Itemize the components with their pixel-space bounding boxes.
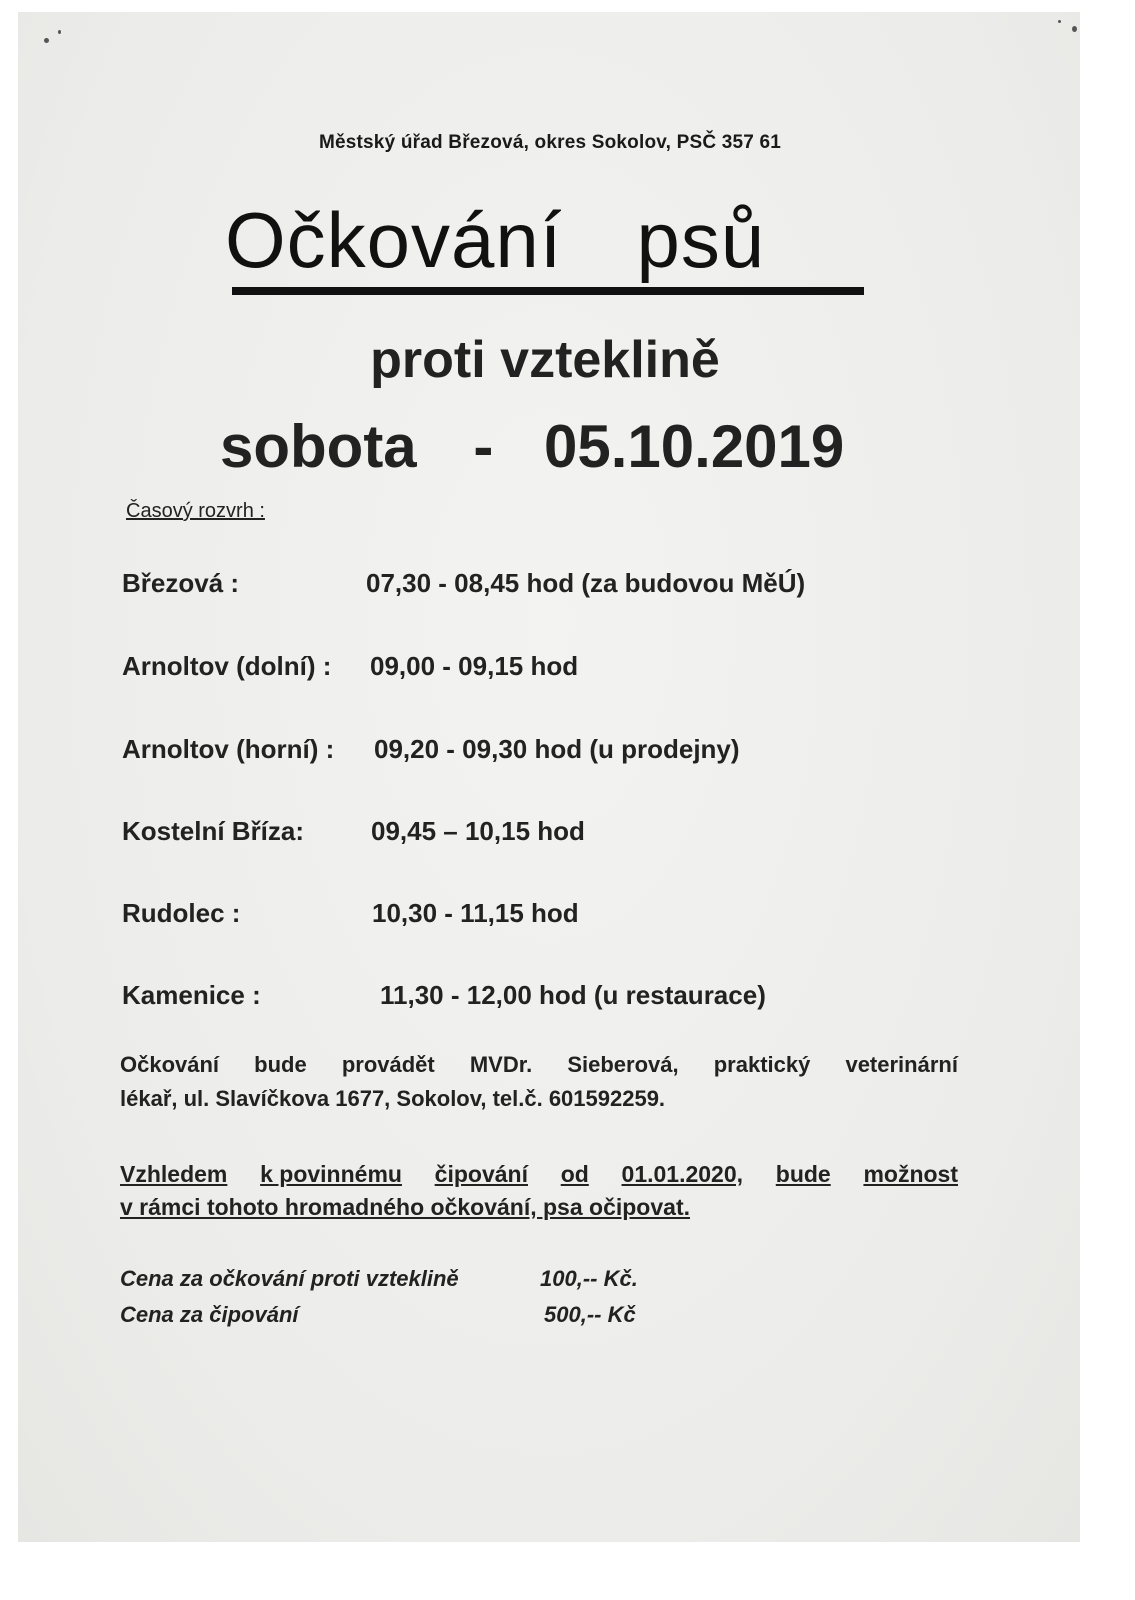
event-date	[220, 412, 844, 481]
notice-word: 01.01.2020,	[621, 1161, 744, 1187]
notice-word: možnost	[863, 1161, 958, 1187]
price-value: 100,-- Kč.	[540, 1266, 638, 1291]
schedule-place: Kamenice :	[122, 980, 261, 1010]
scan-speck	[1058, 20, 1061, 23]
scan-speck	[1072, 26, 1077, 32]
chipping-notice	[120, 1158, 958, 1224]
price-row	[120, 1266, 638, 1292]
vet-word: bude	[254, 1052, 307, 1077]
title-word: Očkování	[225, 196, 563, 284]
event-date-value: 05.10.2019	[544, 413, 845, 480]
notice-word: k povinnému	[260, 1161, 402, 1187]
schedule-time: 09,00 - 09,15 hod	[370, 651, 579, 681]
vet-word: Sieberová,	[567, 1052, 679, 1077]
notice-word: Vzhledem	[120, 1161, 228, 1187]
vet-word: veterinární	[845, 1052, 958, 1077]
veterinarian-info	[120, 1048, 958, 1116]
scan-speck	[44, 38, 49, 43]
price-label: Cena za očkování proti vzteklině	[120, 1266, 459, 1291]
schedule-time: 09,20 - 09,30 hod (u prodejny)	[374, 734, 740, 764]
page-subtitle: proti vzteklině	[370, 331, 720, 389]
schedule-time: 10,30 - 11,15 hod	[372, 898, 579, 928]
veterinarian-info-line2: lékař, ul. Slavíčkova 1677, Sokolov, tel.č. 601592259.	[120, 1086, 666, 1111]
schedule-time: 07,30 - 08,45 hod (za budovou MěÚ)	[366, 568, 806, 598]
notice-word: od	[560, 1161, 589, 1187]
issuing-authority: Městský úřad Březová, okres Sokolov, PSČ 357 61	[318, 132, 782, 153]
schedule-place: Arnoltov (horní) :	[122, 734, 335, 764]
chipping-notice-line2: v rámci tohoto hromadného očkování, psa očipovat.	[120, 1194, 690, 1220]
schedule-place: Kostelní Bříza:	[122, 816, 305, 846]
title-word: psů	[636, 196, 766, 284]
schedule-place: Rudolec :	[122, 898, 241, 928]
price-label: Cena za čipování	[120, 1302, 299, 1327]
schedule-place: Březová :	[122, 568, 240, 598]
schedule-time: 09,45 – 10,15 hod	[371, 816, 585, 846]
schedule-place: Arnoltov (dolní) :	[122, 651, 332, 681]
date-separator: -	[473, 413, 494, 480]
chipping-notice-line1	[120, 1158, 958, 1191]
veterinarian-info-line1	[120, 1048, 958, 1082]
schedule-label: Časový rozvrh :	[126, 500, 265, 522]
notice-word: čipování	[434, 1161, 528, 1187]
price-value: 500,-- Kč	[544, 1302, 636, 1327]
schedule-time: 11,30 - 12,00 hod (u restaurace)	[380, 980, 766, 1010]
vet-word: provádět	[341, 1052, 435, 1077]
vet-word: Očkování	[120, 1052, 220, 1077]
price-row	[120, 1302, 636, 1328]
vet-word: MVDr.	[469, 1052, 533, 1077]
vet-word: praktický	[713, 1052, 811, 1077]
scan-speck	[58, 30, 61, 34]
page-title	[225, 195, 865, 285]
title-underline	[232, 287, 864, 295]
event-day: sobota	[220, 413, 417, 480]
notice-word: bude	[775, 1161, 831, 1187]
